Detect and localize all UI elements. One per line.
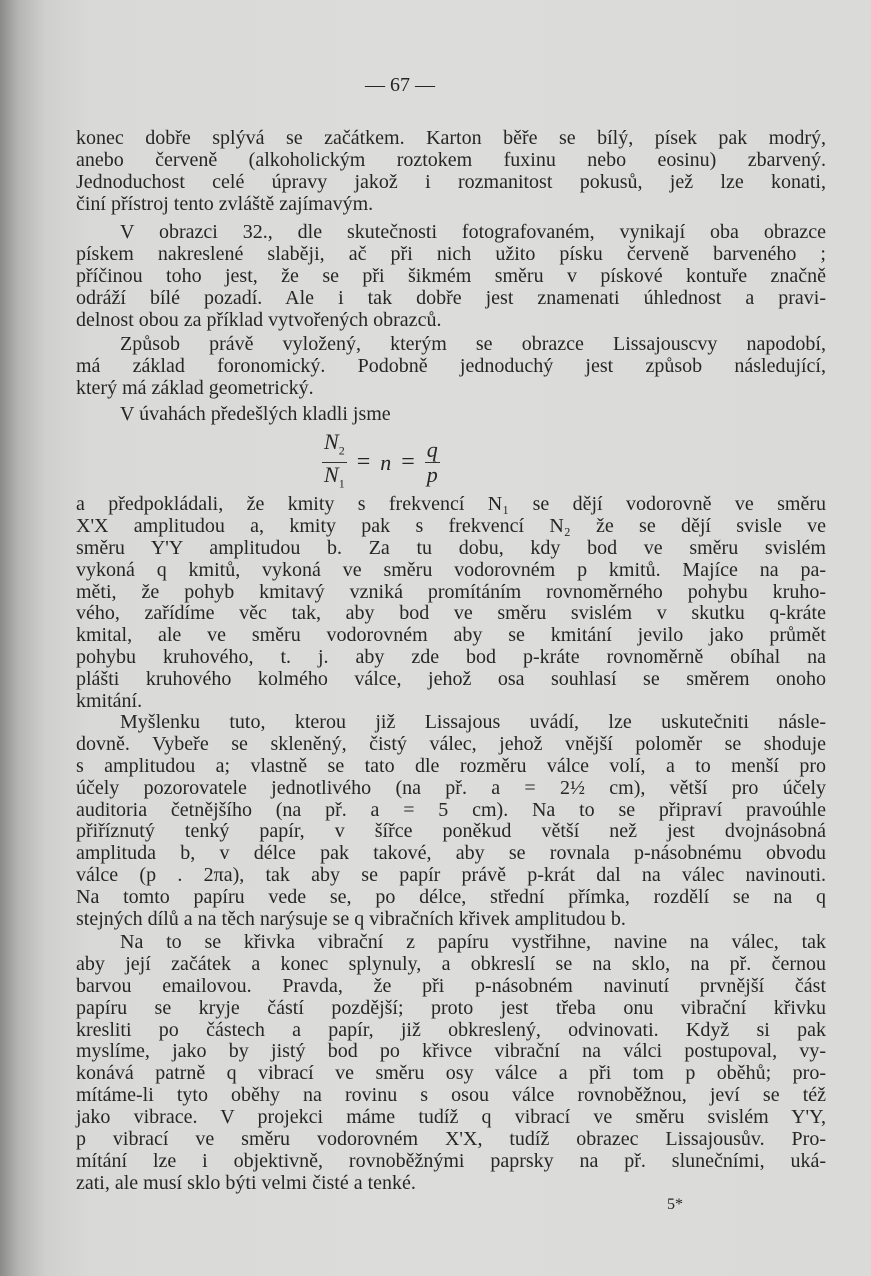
symbol-n: N (324, 462, 339, 488)
text-line: V úvahách předešlých kladli jsme (120, 403, 391, 425)
text-line: mítáme-li tyto oběhy na rovinu s osou válce rovnoběžnou, jeví se též (76, 1084, 826, 1107)
text-line: měti, že pohyb kmitavý vzniká promítáním rovnoměrného pohybu kruho- (76, 580, 826, 603)
paragraph (76, 222, 826, 331)
text-line: kmitání. (76, 690, 143, 713)
text-line: kresliti po částech a papír, již obkreslený, odvinovati. Když si pak (76, 1018, 826, 1041)
text-line: Na to se křivka vibrační z papíru vystřihne, navine na válec, tak (120, 931, 826, 953)
text-line: který má základ geometrický. (76, 376, 314, 399)
paragraph (76, 404, 826, 426)
text-line: účely pozorovatele jednotlivého (na př. a = 2½ cm), větší pro účely (76, 776, 826, 799)
text-line: amplituda b, v délce pak takové, aby se rovnala p-násobnému obvodu (76, 842, 826, 865)
text-line: delnost obou za příklad vytvořených obrazců. (76, 308, 442, 331)
text-line: konává patrně q vibrací ve směru osy válce a při tom p oběhů; pro- (76, 1062, 826, 1085)
subscript: 2 (338, 443, 345, 458)
text-line: Myšlenku tuto, kterou již Lissajous uvádí, lze uskutečniti násle- (120, 711, 826, 733)
text-line: X'X amplitudou a, kmity pak s frekvencí N₂ že se dějí svisle ve (76, 514, 826, 537)
text-line: a předpokládali, že kmity s frekvencí N₁ se dějí vodorovně ve směru (76, 493, 826, 515)
text-line: barvou emailovou. Pravda, že při p-násobném navinutí prvnější část (76, 974, 826, 997)
text-line: auditoria četnějšího (na př. a = 5 cm). Na to se připraví pravoúhle (76, 798, 826, 821)
text-line: má základ foronomický. Podobně jednoduchý jest způsob následující, (76, 354, 826, 377)
text-line: činí přístroj tento zvláště zajímavým. (76, 192, 374, 215)
text-line: Jednoduchost celé úpravy jakož i rozmanitost pokusů, jež lze konati, (76, 170, 826, 193)
paragraph (76, 494, 826, 713)
text-line: dovně. Vybeře se skleněný, čistý válec, jehož vnější poloměr se shoduje (76, 732, 826, 755)
signature-mark: 5* (667, 1196, 683, 1213)
paragraph (76, 712, 826, 931)
fraction-n2-over-n1 (322, 430, 347, 496)
text-line: anebo červeně (alkoholickým roztokem fuxinu nebo eosinu) zbarvený. (76, 148, 826, 171)
text-line: směru Y'Y amplitudou b. Za tu dobu, kdy bod ve směru svislém (76, 536, 826, 559)
text-line: pískem nakreslené slaběji, ač při nich užito písku červeně barveného ; (76, 242, 826, 265)
text-line: papíru se kryje částí pozdější; proto jest třeba onu vibrační křivku (76, 996, 826, 1019)
text-line: plášti kruhového kolmého válce, jehož osa souhlasí se směrem onoho (76, 668, 826, 691)
text-line: příčinou toho jest, že se při šikmém směru v pískové kontuře značně (76, 264, 826, 287)
text-line: pohybu kruhového, t. j. aby zde bod p-kráte rovnoměrně obíhal na (76, 646, 826, 669)
text-line: vého, zařídíme věc tak, aby bod ve směru svislém v skutku q-kráte (76, 602, 826, 625)
numerator: q (426, 437, 438, 463)
text-line: jako vibrace. V projekci máme tudíž q vibrací ve směru svislém Y'Y, (76, 1106, 826, 1129)
text-line: válce (p . 2πa), tak aby se papír právě p-krát dal na válec navinouti. (76, 864, 826, 887)
page-number: — 67 — (365, 74, 435, 96)
symbol-n-ratio: n (380, 449, 392, 475)
frequency-ratio-formula (322, 430, 440, 496)
text-line: aby její začátek a konec splynuly, a obkreslí se na sklo, na př. černou (76, 952, 826, 975)
denominator: p (426, 462, 438, 488)
paragraph (76, 128, 826, 216)
denominator (324, 463, 345, 495)
text-line: V obrazci 32., dle skutečnosti fotografovaném, vynikají oba obrazce (120, 221, 826, 243)
text-line: Způsob právě vyložený, kterým se obrazce Lissajouscvy napodobí, (120, 333, 826, 355)
text-line: mítání lze i objektivně, rovnoběžnými paprsky na př. slunečními, uká- (76, 1149, 826, 1172)
text-line: s amplitudou a; vlastně se tato dle rozměru válce volí, a to menší pro (76, 754, 826, 777)
text-line: Na tomto papíru vede se, po délce, střední přímka, rozdělí se na q (76, 886, 826, 909)
text-line: konec dobře splývá se začátkem. Karton běře se bílý, písek pak modrý, (76, 127, 826, 149)
numerator (322, 430, 347, 463)
subscript: 1 (338, 476, 345, 491)
text-line: vykoná q kmitů, vykoná ve směru vodorovném p kmitů. Majíce na pa- (76, 558, 826, 581)
text-line: p vibrací ve směru vodorovném X'X, tudíž obrazec Lissajousův. Pro- (76, 1128, 826, 1151)
text-line: myslíme, jako by jistý bod po křivce vibrační na válci postupoval, vy- (76, 1040, 826, 1063)
equals-sign: = (401, 449, 415, 476)
paragraph (76, 334, 826, 400)
text-line: kmital, ale ve směru vodorovném aby se kmitání jevilo jako průmět (76, 624, 826, 647)
text-line: zati, ale musí sklo býti velmi čisté a tenké. (76, 1171, 416, 1194)
symbol-n: N (324, 429, 339, 454)
text-line: stejných dílů a na těch narýsuje se q vibračních křivek amplitudou b. (76, 908, 626, 931)
fraction-q-over-p (425, 438, 440, 487)
text-line: přiříznutý tenký papír, v šířce poněkud větší než jest dvojnásobná (76, 820, 826, 843)
text-line: odráží bílé pozadí. Ale i tak dobře jest znamenati úhlednost a pravi- (76, 286, 826, 309)
paragraph (76, 932, 826, 1195)
equals-sign: = (356, 449, 371, 476)
